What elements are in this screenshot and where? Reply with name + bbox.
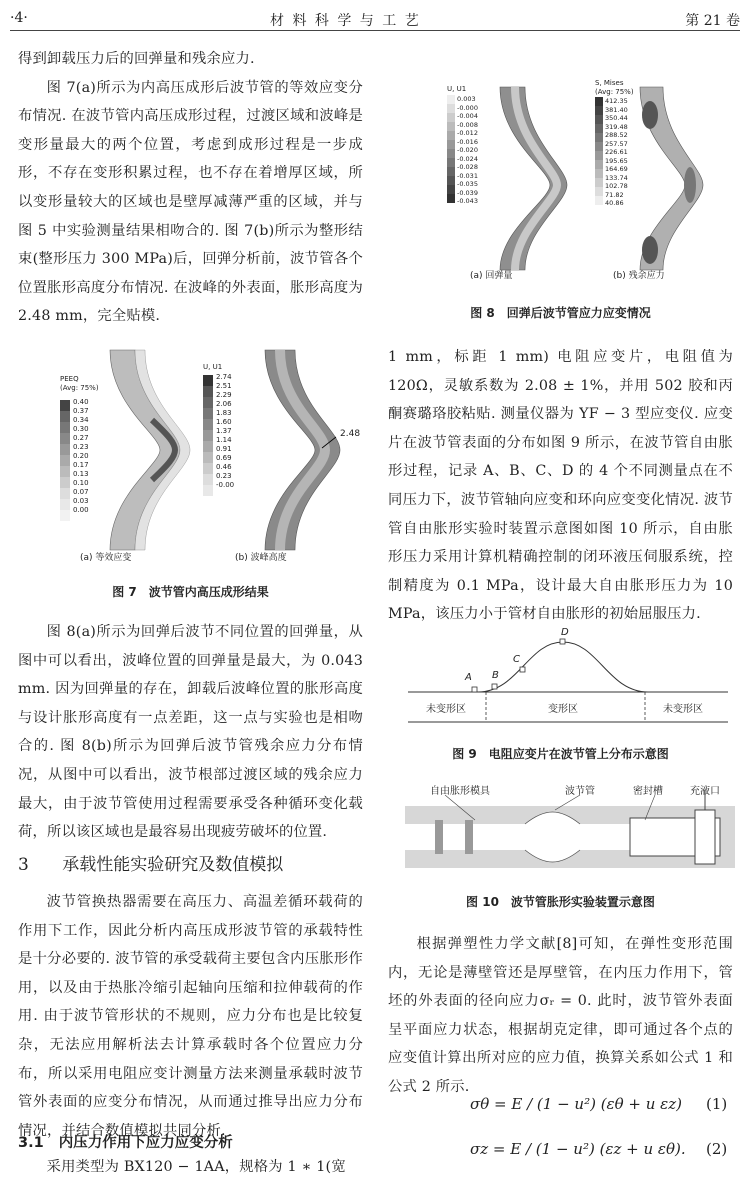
legend-value: 0.91 — [216, 445, 232, 453]
legend-b-swatches — [203, 375, 213, 496]
legend-value: 288.52 — [605, 131, 628, 139]
figure-10-caption: 图 10 波节管胀形实验装置示意图 — [466, 895, 655, 909]
legend-value: -0.004 — [457, 112, 478, 120]
legend-value: 226.61 — [605, 148, 628, 156]
page-header — [10, 8, 740, 31]
figure-8-caption: 图 8 回弹后波节管应力应变情况 — [470, 306, 651, 320]
section-heading — [18, 850, 283, 875]
legend-value: 2.74 — [216, 373, 232, 381]
legend-value: -0.035 — [457, 180, 478, 188]
legend-value: 0.34 — [73, 416, 89, 424]
figure-7-caption: 图 7 波节管内高压成形结果 — [112, 585, 269, 599]
legend-value: 0.13 — [73, 470, 89, 478]
legend-8b-values — [605, 97, 628, 208]
legend-subtitle: (Avg: 75%) — [60, 384, 99, 392]
legend-value: 2.06 — [216, 400, 232, 408]
zone-label: 未变形区 — [426, 704, 466, 715]
subfigure-label-a: (a) 等效应变 — [80, 553, 132, 563]
left-last-line — [18, 1153, 363, 1182]
legend-value: 40.86 — [605, 199, 624, 207]
paragraph: 得到卸载压力后的回弹量和残余应力. — [18, 51, 255, 67]
device-label: 密封槽 — [633, 786, 663, 797]
legend-value: 0.23 — [73, 443, 89, 451]
paragraph: 波节管换热器需要在高压力、高温差循环载荷的作用下工作，因此分析内高压成形波节管的承载特性是十分必要的. 波节管的承受载荷主要包含内压胀形作用，以及由于热胀冷缩引起轴向压缩和拉伸载荷的作用. 由于波节管形状的不规则，应力分布也是比较复杂，无法应用解析法去计算承载时各个位置应力分布，所以采用电阻应变计测量方法来测量承载时波节管外表面的应变分布情况，从而通过推导出应力分布情况，并结合数值模拟共同分析. — [18, 894, 363, 1139]
paragraph: 根据弹塑性力学文献[8]可知，在弹性变形范围内，无论是薄壁管还是厚壁管，在内压力作用下，管坯的外表面的径向应力σᵣ = 0. 此时，波节管外表面呈平面应力状态，根据胡克定律，即可通过各个点的应变值计算出所对应的应力值，换算关系如公式 1 和公式 2 所示. — [388, 936, 733, 1095]
journal-title: 材 料 科 学 与 工 艺 — [270, 13, 421, 29]
left-mid-text — [18, 618, 363, 847]
legend-value: 0.46 — [216, 463, 232, 471]
legend-title: PEEQ — [60, 375, 79, 383]
legend-value: 0.69 — [216, 454, 232, 462]
legend-value: 0.37 — [73, 407, 89, 415]
volume-label: 第 21 卷 — [685, 13, 740, 29]
legend-value: 381.40 — [605, 105, 628, 114]
equation-number: (2) — [706, 1140, 728, 1158]
legend-value: -0.043 — [457, 197, 478, 205]
legend-b-values — [216, 373, 234, 490]
right-mid-text — [388, 343, 733, 629]
legend-8a-values — [457, 95, 478, 206]
legend-value: 0.003 — [457, 95, 476, 103]
legend-value: 0.30 — [73, 425, 89, 433]
legend-value: 1.37 — [216, 427, 232, 435]
legend-value: 2.29 — [216, 391, 232, 399]
legend-value: -0.024 — [457, 154, 478, 163]
legend-value: 0.00 — [73, 506, 89, 514]
legend-8b-header — [595, 79, 634, 97]
subsection-number: 3.1 — [18, 1135, 44, 1151]
paragraph: 图 8(a)所示为回弹后波节不同位置的回弹量，从图中可以看出，波峰位置的回弹量是最大，为 0.043 mm. 因为回弹量的存在，卸载后波峰位置的胀形高度与设计胀形高度有一点差距，这一点与实验也是相吻合的. 图 8(b)所示为回弹后波节管残余应力分布情况，从图中可以看出，波节根部过渡区域的残余应力最大，由于波节管使用过程需要承受各种循环变化载荷，所以该区域也是最容易出现疲劳破坏的位置. — [18, 624, 363, 841]
legend-value: 164.69 — [605, 165, 628, 173]
device-label: 波节管 — [565, 786, 595, 797]
legend-value: -0.016 — [457, 137, 478, 146]
legend-value: 1.60 — [216, 418, 232, 426]
legend-a-values — [73, 398, 89, 515]
legend-value: 0.20 — [73, 452, 89, 460]
paragraph: 图 7(a)所示为内高压成形后波节管的等效应变分布情况. 在波节管内高压成形过程，过渡区域和波峰是变形量最大的两个位置，考虑到成形过程是一步成形，不存在变形积累过程，也不存在着增厚区域，所以变形量较大的区域也是壁厚减薄严重的区域，并与图 5 中实验测量结果相吻合的. 图 7(b)所示为整形结束(整形压力 300 MPa)后，回弹分析前，波节管各个位置胀形高度分布情况. 在波峰的外表面，胀形高度为 2.48 mm，完全贴模. — [18, 79, 363, 325]
legend-value: 0.10 — [73, 479, 89, 487]
legend-value: 71.82 — [605, 190, 624, 199]
legend-value: 0.27 — [73, 434, 89, 442]
subfigure-label-a: (a) 回弹量 — [470, 271, 513, 281]
left-top-text — [18, 45, 363, 331]
zone-label: 未变形区 — [663, 704, 703, 715]
section-number: 3 — [18, 855, 29, 875]
legend-value: 195.65 — [605, 156, 628, 165]
point-label: B — [492, 670, 499, 681]
legend-value: -0.020 — [457, 146, 478, 154]
legend-subtitle: (Avg: 75%) — [595, 88, 634, 96]
zone-label: 变形区 — [548, 704, 578, 715]
legend-title: S, Mises — [595, 79, 624, 87]
left-bottom-text — [18, 888, 363, 1145]
legend-value: 133.74 — [605, 173, 628, 182]
legend-value: 0.03 — [73, 497, 89, 505]
figure-9-graphic — [408, 632, 728, 732]
legend-a — [60, 375, 99, 393]
right-bottom-text — [388, 930, 733, 1102]
subfigure-label-b: (b) 残余应力 — [613, 271, 665, 281]
height-annotation: 2.48 — [340, 429, 361, 439]
legend-value: 350.44 — [605, 114, 628, 122]
legend-value: -0.00 — [216, 481, 235, 489]
paragraph: 采用类型为 BX120 − 1AA，规格为 1 ∗ 1(宽 — [46, 1159, 346, 1175]
section-title: 承载性能实验研究及数值模拟 — [62, 855, 284, 875]
legend-value: -0.008 — [457, 120, 478, 129]
figure-7 — [40, 345, 361, 565]
legend-value: -0.031 — [457, 171, 478, 180]
legend-value: 319.48 — [605, 122, 628, 131]
figure-8-graphic — [445, 85, 705, 285]
legend-value: 0.40 — [73, 398, 89, 406]
legend-value: -0.000 — [457, 103, 478, 112]
legend-value: -0.012 — [457, 129, 478, 137]
figure-9 — [408, 627, 728, 732]
legend-value: 0.17 — [73, 461, 89, 469]
legend-value: 0.07 — [73, 488, 89, 496]
legend-value: 2.51 — [216, 382, 232, 390]
subsection-heading — [18, 1131, 233, 1152]
legend-value: 102.78 — [605, 182, 628, 190]
page-number: ·4· — [10, 10, 28, 26]
figure-10 — [405, 780, 735, 875]
legend-value: 257.57 — [605, 139, 628, 148]
legend-8b-swatches — [595, 97, 603, 205]
equation-2: σz = E / (1 − u²) (εz + u εθ). — [470, 1140, 686, 1158]
subfigure-label-b: (b) 波峰高度 — [235, 553, 287, 563]
legend-value: 0.23 — [216, 472, 232, 480]
device-label: 自由胀形模具 — [430, 786, 490, 797]
legend-b-title: U, U1 — [203, 363, 223, 371]
legend-a-swatches — [60, 400, 70, 521]
point-label: C — [513, 654, 520, 665]
legend-8a-title: U, U1 — [447, 85, 467, 93]
legend-value: 1.14 — [216, 436, 232, 444]
point-label: D — [561, 627, 569, 638]
device-label: 充液口 — [690, 786, 720, 797]
legend-8a-swatches — [447, 95, 455, 203]
figure-8 — [445, 79, 705, 285]
subsection-title: 内压力作用下应力应变分析 — [58, 1135, 233, 1151]
equation-1: σθ = E / (1 − u²) (εθ + u εz) — [470, 1095, 682, 1113]
legend-value: -0.028 — [457, 163, 478, 171]
equation-number: (1) — [706, 1095, 728, 1113]
paragraph: 1 mm，标距 1 mm) 电阻应变片，电阻值为 120Ω，灵敏系数为 2.08 ± 1%，并用 502 胶和丙酮赛璐珞胶粘贴. 测量仪器为 YF − 3 型应变仪. 应变片在波节管表面的分布如图 9 所示，在波节管自由胀形过程，记录 A、B、C、D 的 4 个不同测量点在不同压力下，波节管轴向应变和环向应变变化情况. 波节管自由胀形实验时装置示意图如图 10 所示，自由胀形压力采用计算机精确控制的闭环液压伺服系统，控制精度为 0.1 MPa，设计最大自由胀形压力为 10 MPa，该压力小于管材自由胀形的初始屈服压力. — [388, 349, 733, 623]
legend-value: 412.35 — [605, 97, 628, 105]
legend-value: 1.83 — [216, 409, 232, 417]
legend-value: -0.039 — [457, 188, 478, 197]
point-label: A — [465, 672, 472, 683]
figure-9-caption: 图 9 电阻应变片在波节管上分布示意图 — [452, 747, 669, 761]
